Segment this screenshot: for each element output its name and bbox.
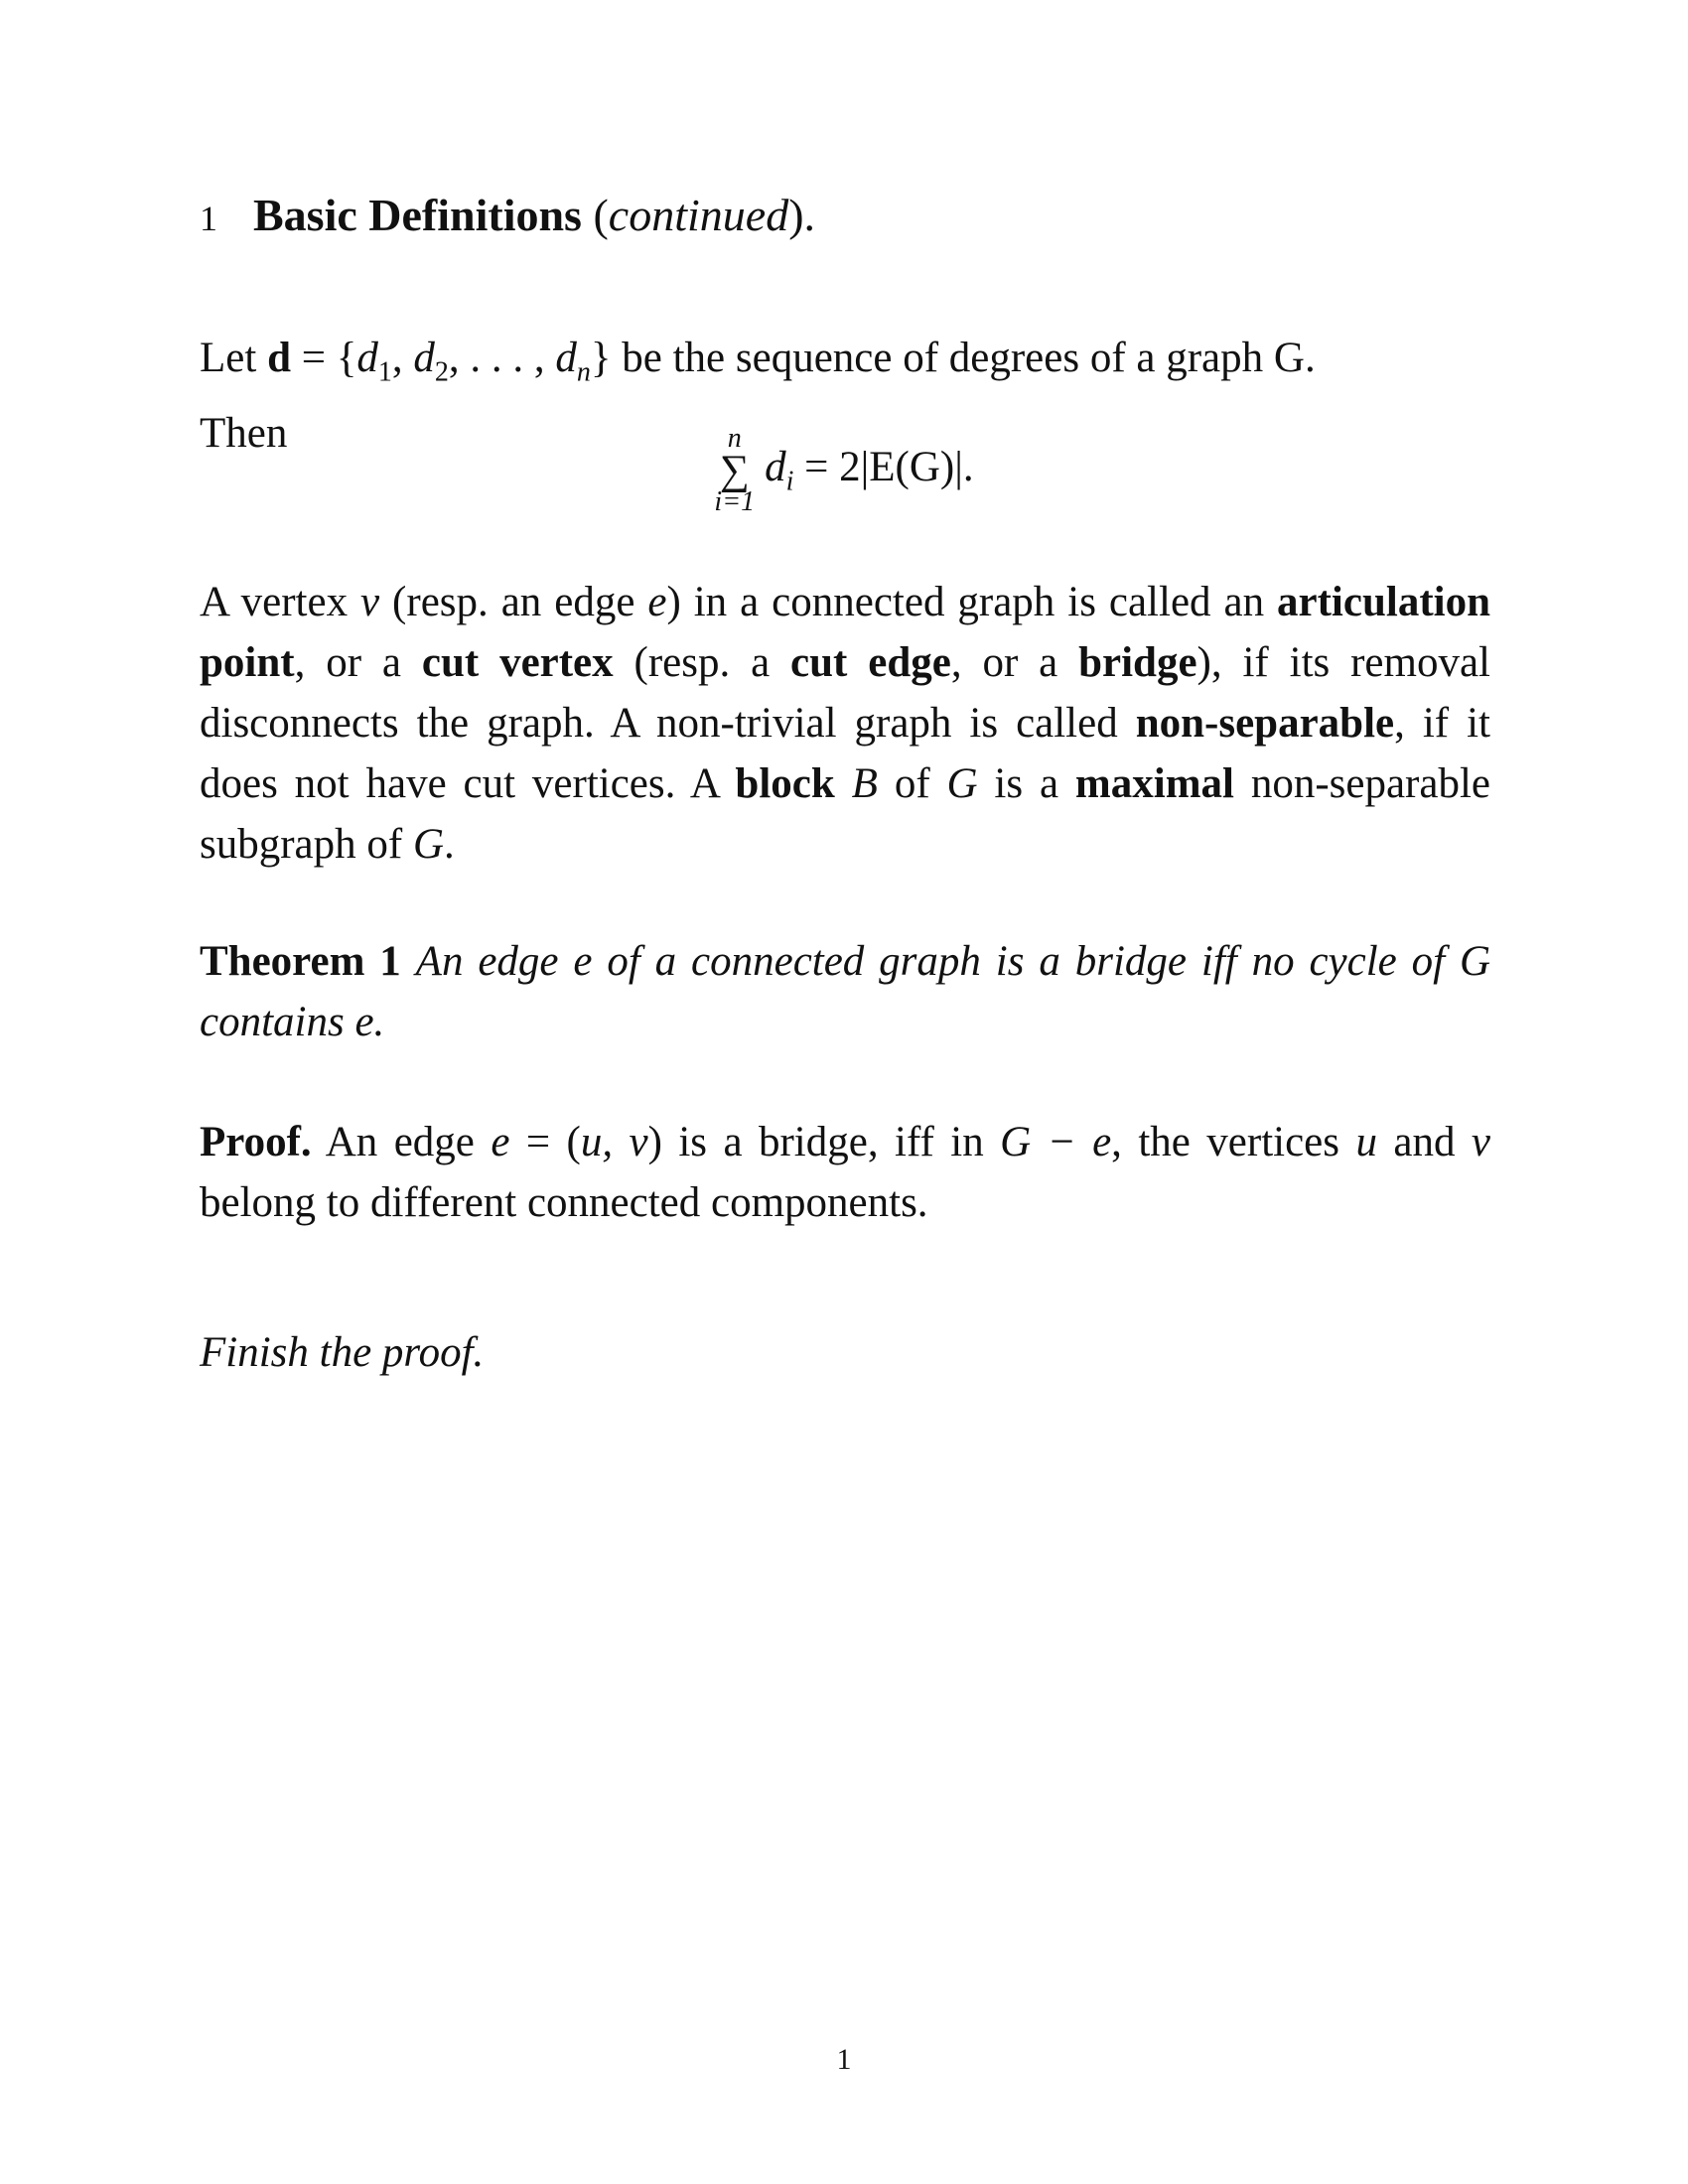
proof-label: Proof.: [200, 1119, 312, 1165]
section-number: 1: [200, 199, 217, 238]
eq-body: d: [765, 443, 786, 490]
term-articulation-point: articulation point: [200, 579, 1490, 686]
text: be the sequence of degrees of a graph G.: [611, 335, 1316, 381]
eq-rhs: = 2|E(G)|.: [793, 443, 974, 490]
degree-sequence-paragraph: Let $d = \{d_1$, $d_2$, . . . , $d_n$} be the sequence of degrees of a graph G. Then: [200, 335, 1316, 457]
section-title: Basic Definitions: [253, 190, 582, 240]
section-heading: [200, 189, 815, 241]
section-title-end: ).: [788, 190, 816, 240]
summation: [714, 425, 755, 516]
theorem-label: Theorem 1: [200, 938, 401, 985]
sigma-symbol: ∑: [719, 448, 750, 493]
eq-subscript: i: [785, 466, 794, 497]
term-block: block: [735, 760, 835, 807]
sum-lower-limit: i=1: [714, 486, 756, 517]
theorem-statement: An edge e of a connected graph is a bridge iff no cycle of G contains e.: [200, 938, 1491, 1045]
term-maximal: maximal: [1074, 760, 1234, 807]
exercise-instruction: [200, 1322, 1490, 1383]
text: Then: [200, 409, 288, 457]
term-cut-vertex: cut vertex: [421, 639, 614, 686]
paren-open: (: [593, 190, 609, 240]
proof-paragraph: Proof. An edge e = (u, v) is a bridge, iff in G − e, the vertices u and v belong to different connected components.: [200, 1119, 1490, 1226]
term-bridge: bridge: [1078, 639, 1197, 686]
page-number: 1: [836, 2043, 852, 2076]
degree-sum-equation: [0, 425, 1688, 516]
term-cut-edge: cut edge: [790, 639, 951, 686]
term-non-separable: non-separable: [1135, 700, 1395, 747]
theorem-1: [200, 931, 1490, 1052]
exercise-text: Finish the proof.: [200, 1329, 485, 1376]
definitions-paragraph: A vertex v (resp. an edge e) in a connected graph is called an articulation point, or a cut vertex (resp. a cut edge, or a bridge), if its removal disconnects the graph. A non-trivial graph is called non-separable, if it does not have cut vertices. A block B of G is a maximal non-separable subgraph of G.: [200, 579, 1490, 868]
bold-symbol-d: d: [267, 335, 291, 381]
sum-upper-limit: n: [727, 423, 742, 454]
text: Let: [200, 335, 268, 381]
section-title-suffix: continued: [608, 190, 789, 240]
